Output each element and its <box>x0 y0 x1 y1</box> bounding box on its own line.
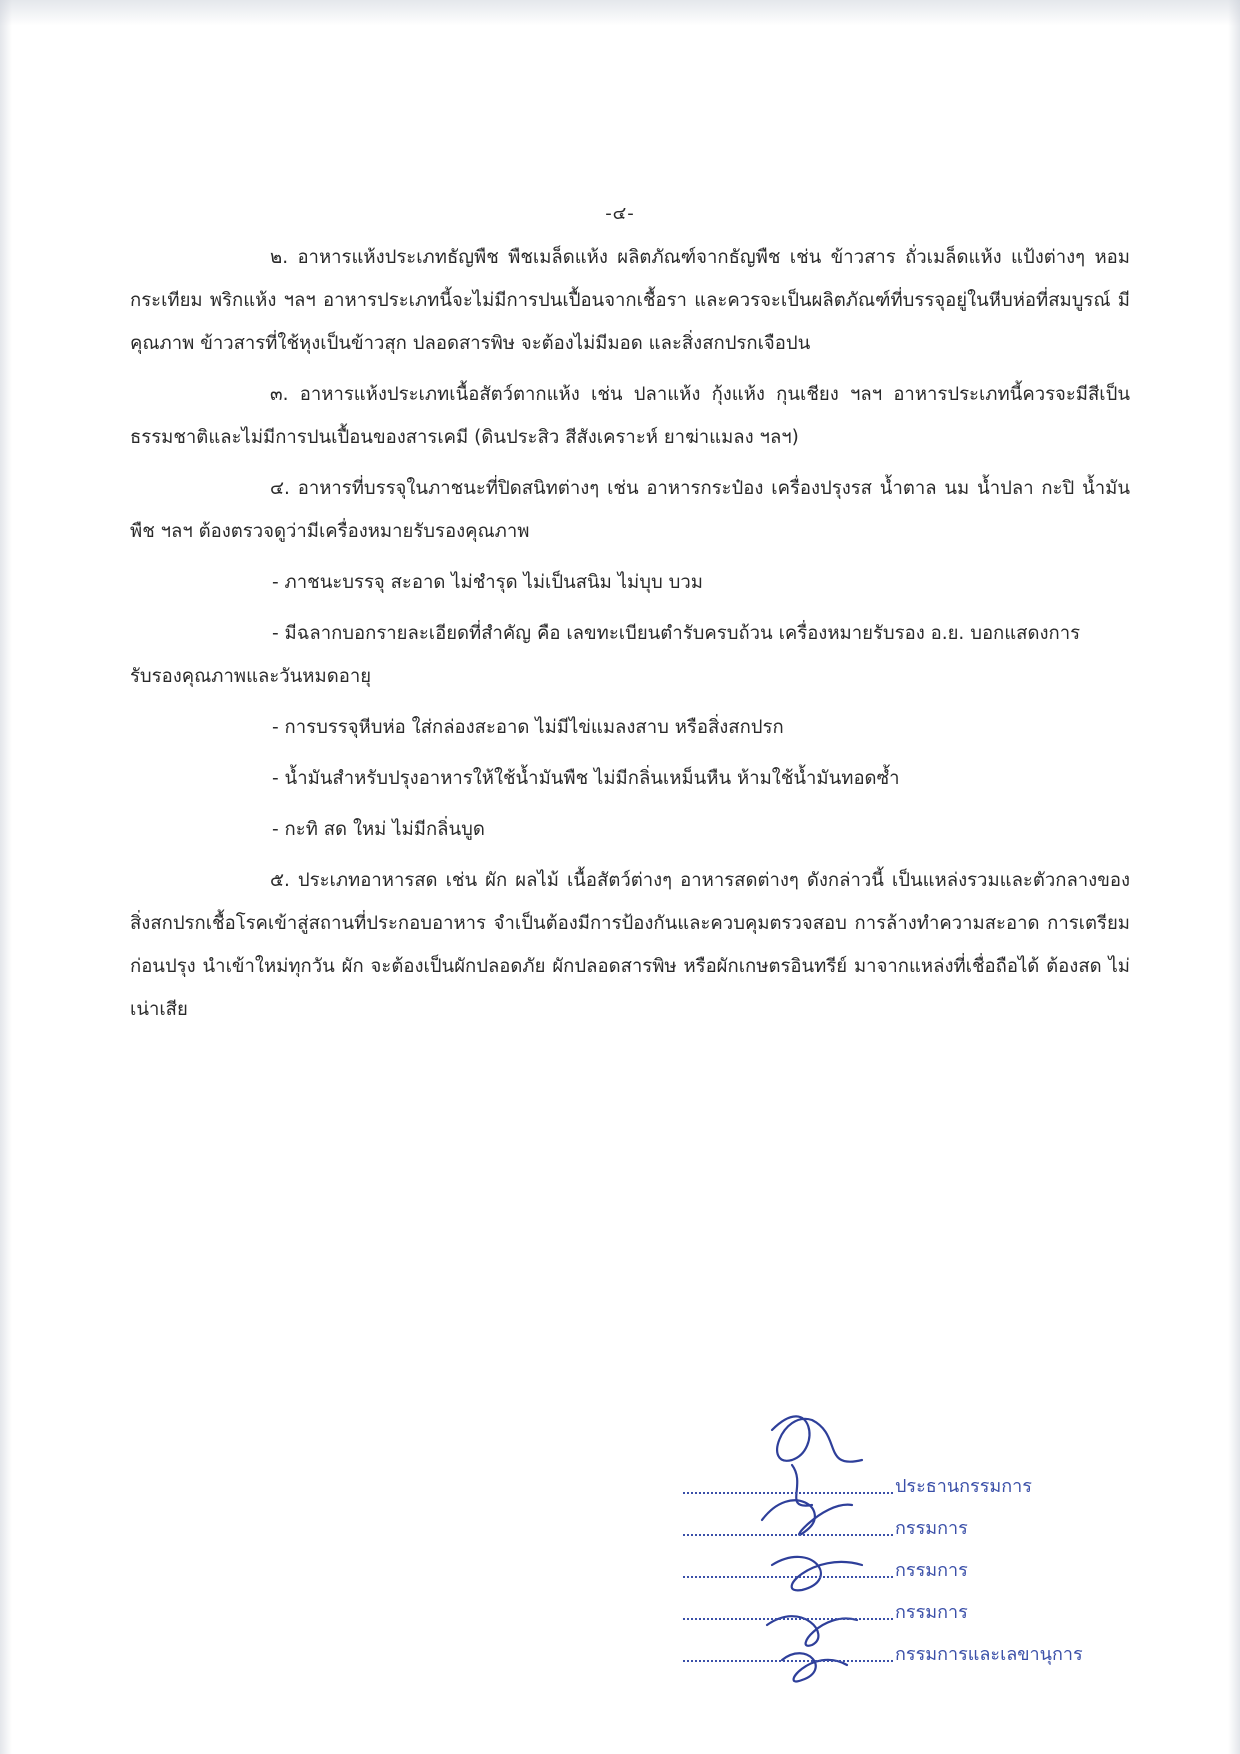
paragraph-dry-grains: ๒. อาหารแห้งประเภทธัญพืช พืชเมล็ดแห้ง ผลิตภัณฑ์จากธัญพืช เช่น ข้าวสาร ถั่วเมล็ดแห้ง แป้งต่างๆ หอม กระเทียม พริกแห้ง ฯลฯ อาหารประเภทนี้จะไม่มีการปนเปื้อนจากเชื้อรา และควรจะเป็นผลิตภัณฑ์ที่บรรจุอยู่ในหีบห่อที่สมบูรณ์ มีคุณภาพ ข้าวสารที่ใช้หุงเป็นข้าวสุก ปลอดสารพิษ จะต้องไม่มีมอด และสิ่งสกปรกเจือปน <box>130 247 1130 354</box>
signature-role: กรรมการ <box>895 1560 968 1581</box>
scan-shadow-left <box>0 0 12 1754</box>
scan-shadow-right <box>1228 0 1240 1754</box>
signature-line <box>683 1458 1103 1500</box>
signature-line <box>683 1626 1103 1668</box>
bullet-item: - น้ำมันสำหรับปรุงอาหารให้ใช้น้ำมันพืช ไม่มีกลิ่นเหม็นหืน ห้ามใช้น้ำมันทอดซ้ำ <box>272 768 900 789</box>
bullet-item: - การบรรจุหีบห่อ ใส่กล่องสะอาด ไม่มีไข่แมลงสาบ หรือสิ่งสกปรก <box>272 717 784 738</box>
signature-block <box>683 1458 1103 1668</box>
signature-line <box>683 1542 1103 1584</box>
scan-shadow-top <box>0 0 1240 26</box>
bullet-item: - มีฉลากบอกรายละเอียดที่สำคัญ คือ เลขทะเบียนตำรับครบถ้วน เครื่องหมายรับรอง อ.ย. บอกแสดงการรับรองคุณภาพและวันหมดอายุ <box>130 623 1081 687</box>
signature-role: ประธานกรรมการ <box>895 1476 1032 1497</box>
page-number: -๔- <box>605 203 635 224</box>
signature-line <box>683 1584 1103 1626</box>
bullet-item: - ภาชนะบรรจุ สะอาด ไม่ชำรุด ไม่เป็นสนิม ไม่บุบ บวม <box>272 572 703 593</box>
paragraph-dried-meat: ๓. อาหารแห้งประเภทเนื้อสัตว์ตากแห้ง เช่น ปลาแห้ง กุ้งแห้ง กุนเชียง ฯลฯ อาหารประเภทนี้ควรจะมีสีเป็นธรรมชาติและไม่มีการปนเปื้อนของสารเคมี (ดินประสิว สีสังเคราะห์ ยาฆ่าแมลง ฯลฯ) <box>130 384 1130 448</box>
paragraph-sealed-containers: ๔. อาหารที่บรรจุในภาชนะที่ปิดสนิทต่างๆ เช่น อาหารกระป๋อง เครื่องปรุงรส น้ำตาล นม น้ำปลา กะปิ น้ำมันพืช ฯลฯ ต้องตรวจดูว่ามีเครื่องหมายรับรองคุณภาพ <box>130 478 1130 542</box>
bullet-item: - กะทิ สด ใหม่ ไม่มีกลิ่นบูด <box>272 819 485 840</box>
document-body <box>130 236 1130 1039</box>
paragraph-fresh-food: ๕. ประเภทอาหารสด เช่น ผัก ผลไม้ เนื้อสัตว์ต่างๆ อาหารสดต่างๆ ดังกล่าวนี้ เป็นแหล่งรวมและตัวกลางของสิ่งสกปรกเชื้อโรคเข้าสู่สถานที่ประกอบอาหาร จำเป็นต้องมีการป้องกันและควบคุมตรวจสอบ การล้างทำความสะอาด การเตรียมก่อนปรุง นำเข้าใหม่ทุกวัน ผัก จะต้องเป็นผักปลอดภัย ผักปลอดสารพิษ หรือผักเกษตรอินทรีย์ มาจากแหล่งที่เชื่อถือได้ ต้องสด ไม่เน่าเสีย <box>130 870 1130 1020</box>
signature-role: กรรมการ <box>895 1518 968 1539</box>
signature-role: กรรมการ <box>895 1602 968 1623</box>
signature-line <box>683 1500 1103 1542</box>
signature-role: กรรมการและเลขานุการ <box>895 1644 1083 1665</box>
